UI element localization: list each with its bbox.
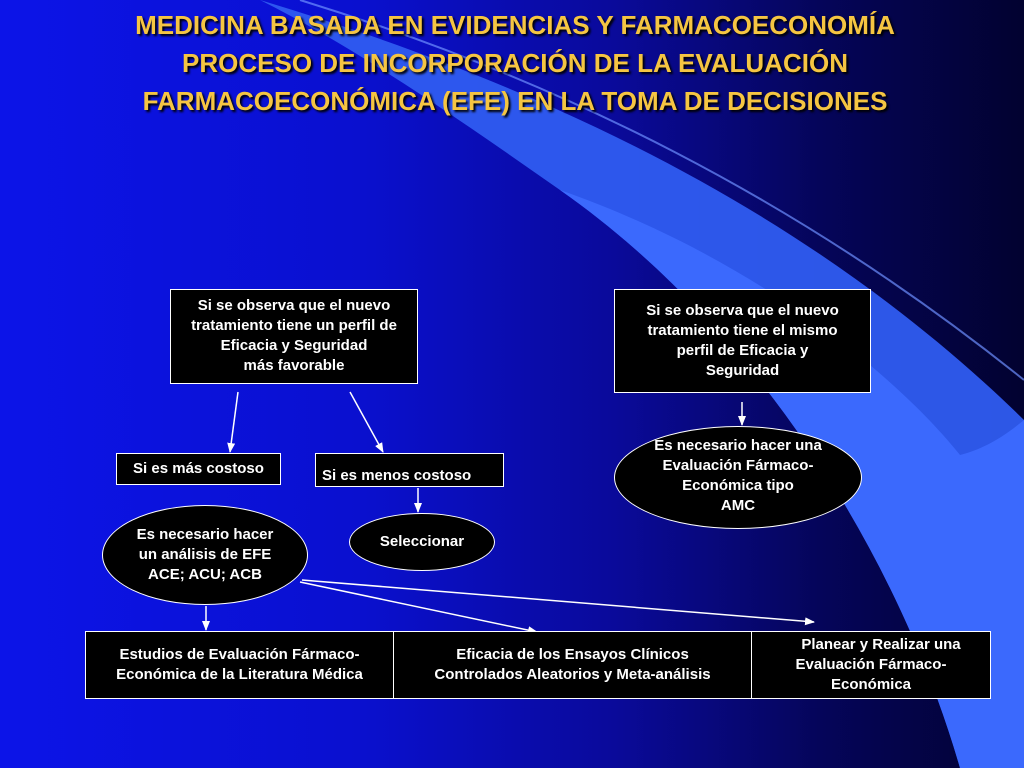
outcome-literature-studies [86, 632, 394, 698]
arrow-efe-to-plan [302, 580, 814, 622]
favorable-profile-condition [170, 289, 418, 384]
favorable-line-4: más favorable [243, 357, 345, 374]
literature-line-2: Económica de la Literatura Médica [116, 666, 363, 683]
same-line-2: tratamiento tiene el mismo [647, 322, 838, 339]
title-line-2: PROCESO DE INCORPORACIÓN DE LA EVALUACIÓN [182, 48, 848, 78]
favorable-line-2: tratamiento tiene un perfil de [191, 317, 397, 334]
efe-line-3: ACE; ACU; ACB [148, 566, 262, 583]
select-label: Seleccionar [379, 533, 465, 550]
less-costly-label: Si es menos costoso [322, 467, 472, 484]
favorable-line-3: Eficacia y Seguridad [220, 337, 368, 354]
same-line-4: Seguridad [705, 362, 780, 379]
same-profile-condition [614, 289, 871, 393]
plan-line-2: Evaluación Fármaco- [795, 656, 947, 673]
arrow-favorable-to-more-costly [230, 392, 238, 452]
outcome-plan-evaluation [752, 632, 990, 698]
title-line-3: FARMACOECONÓMICA (EFE) EN LA TOMA DE DECISIONES [142, 86, 888, 116]
trials-line-2: Controlados Aleatorios y Meta-análisis [434, 666, 711, 683]
efe-analysis-node [102, 505, 308, 605]
same-line-1: Si se observa que el nuevo [646, 302, 839, 319]
favorable-line-1: Si se observa que el nuevo [197, 297, 391, 314]
less-costly-box [315, 453, 504, 487]
select-node [349, 513, 495, 571]
amc-line-4: AMC [720, 496, 756, 514]
amc-line-2: Evaluación Fármaco- [662, 456, 814, 474]
arrow-favorable-to-less-costly [350, 392, 383, 452]
same-line-3: perfil de Eficacia y [676, 342, 809, 359]
literature-line-1: Estudios de Evaluación Fármaco- [119, 646, 360, 663]
more-costly-label: Si es más costoso [133, 460, 264, 477]
title-line-1: MEDICINA BASADA EN EVIDENCIAS Y FARMACOECONOMÍA [135, 10, 895, 40]
plan-line-1: Planear y Realizar una [801, 636, 961, 653]
plan-line-3: Económica [830, 676, 912, 693]
outcome-clinical-trials [394, 632, 752, 698]
more-costly-box [116, 453, 281, 485]
efe-line-2: un análisis de EFE [138, 546, 272, 563]
bottom-outcomes-table [85, 631, 991, 699]
amc-line-1: Es necesario hacer una [654, 436, 822, 454]
amc-line-3: Económica tipo [682, 476, 794, 494]
amc-evaluation-node [614, 426, 862, 529]
efe-line-1: Es necesario hacer [136, 526, 274, 543]
trials-line-1: Eficacia de los Ensayos Clínicos [456, 646, 689, 663]
